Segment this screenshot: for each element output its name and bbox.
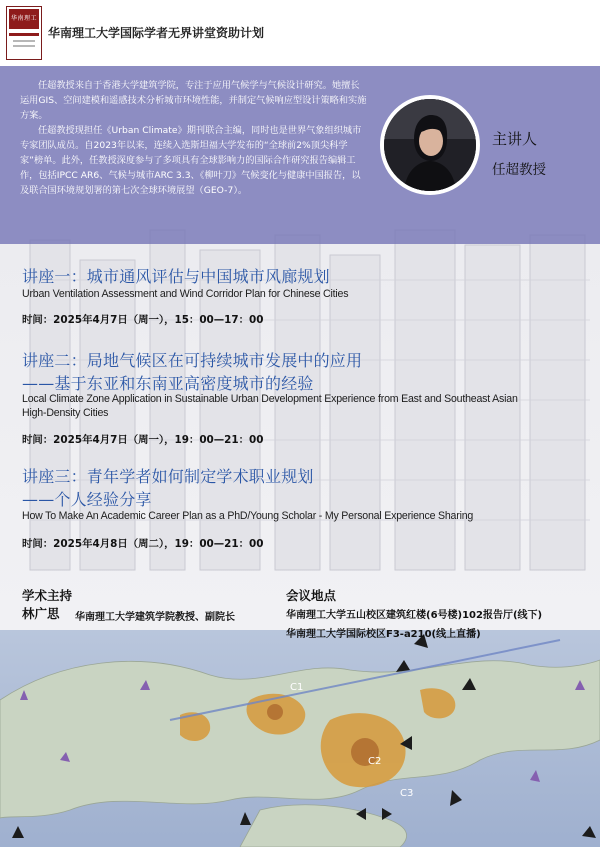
university-seal-icon: 华南理工 <box>6 6 42 60</box>
lecture-1-time: 时间：2025年4月7日（周一），15：00—17：00 <box>22 314 264 326</box>
lecture-2-subtitle: ——基于东亚和东南亚高密度城市的经验 <box>22 374 314 393</box>
host-name: 林广思 <box>22 606 60 621</box>
lecture-1-english: Urban Ventilation Assessment and Wind Corridor Plan for Chinese Cities <box>22 288 349 300</box>
header-bar <box>0 0 600 66</box>
lecture-1-title: 讲座一：城市通风评估与中国城市风廊规划 <box>22 267 330 286</box>
bio-paragraph-1: 任超教授来自于香港大学建筑学院，专注于应用气候学与气候设计研究。她擅长运用GIS、空间建模和遥感技术分析城市环境性能，并制定气候响应型设计策略和实施方案。 <box>20 80 367 121</box>
venue-line-2: 华南理工大学国际校区F3-a210(线上直播) <box>286 629 481 640</box>
speaker-name: 任超教授 <box>492 162 546 178</box>
venue-label: 会议地点 <box>286 588 337 603</box>
map-label-c3: C3 <box>400 788 414 799</box>
speaker-bio <box>20 78 368 198</box>
lecture-2-title: 讲座二：局地气候区在可持续城市发展中的应用 <box>22 351 363 370</box>
lecture-3-time: 时间：2025年4月8日（周二），19：00—21：00 <box>22 538 264 550</box>
speaker-role: 主讲人 <box>492 130 538 148</box>
lecture-3-english: How To Make An Academic Career Plan as a PhD/Young Scholar - My Personal Experience Sharing <box>22 510 474 522</box>
lecture-3-subtitle: ——个人经验分享 <box>22 490 152 509</box>
header-title: 华南理工大学国际学者无界讲堂资助计划 <box>48 26 265 40</box>
bio-paragraph-2: 任超教授现担任《Urban Climate》期刊联合主编，同时也是世界气象组织城市专家团队成员。自2023年以来，连续入选斯坦福大学发布的“全球前2%顶尖科学家”榜单。此外，任教授深度参与了多项具有全球影响力的国际合作研究报告编辑工作，包括IPCC AR6、气候与城市ARC 3.3、《柳叶刀》气候变化与健康中国报告，以及联合国环境规划署的第七次全球环境展望（GEO-7）。 <box>20 125 362 196</box>
host-label: 学术主持 <box>22 588 73 603</box>
lecture-3-title: 讲座三：青年学者如何制定学术职业规划 <box>22 467 314 486</box>
venue-line-1: 华南理工大学五山校区建筑红楼(6号楼)102报告厅(线下) <box>286 610 543 621</box>
map-label-c1: C1 <box>290 682 304 693</box>
lecture-2-english: Local Climate Zone Application in Sustainable Urban Development Experience from East and Southeast Asian High-Density Cities <box>22 393 518 419</box>
map-label-c2: C2 <box>368 756 382 767</box>
lecture-2-time: 时间：2025年4月7日（周一），19：00—21：00 <box>22 434 264 446</box>
host-title: 华南理工大学建筑学院教授、副院长 <box>75 612 235 623</box>
speaker-portrait-icon <box>384 99 476 191</box>
speaker-photo <box>380 95 480 195</box>
